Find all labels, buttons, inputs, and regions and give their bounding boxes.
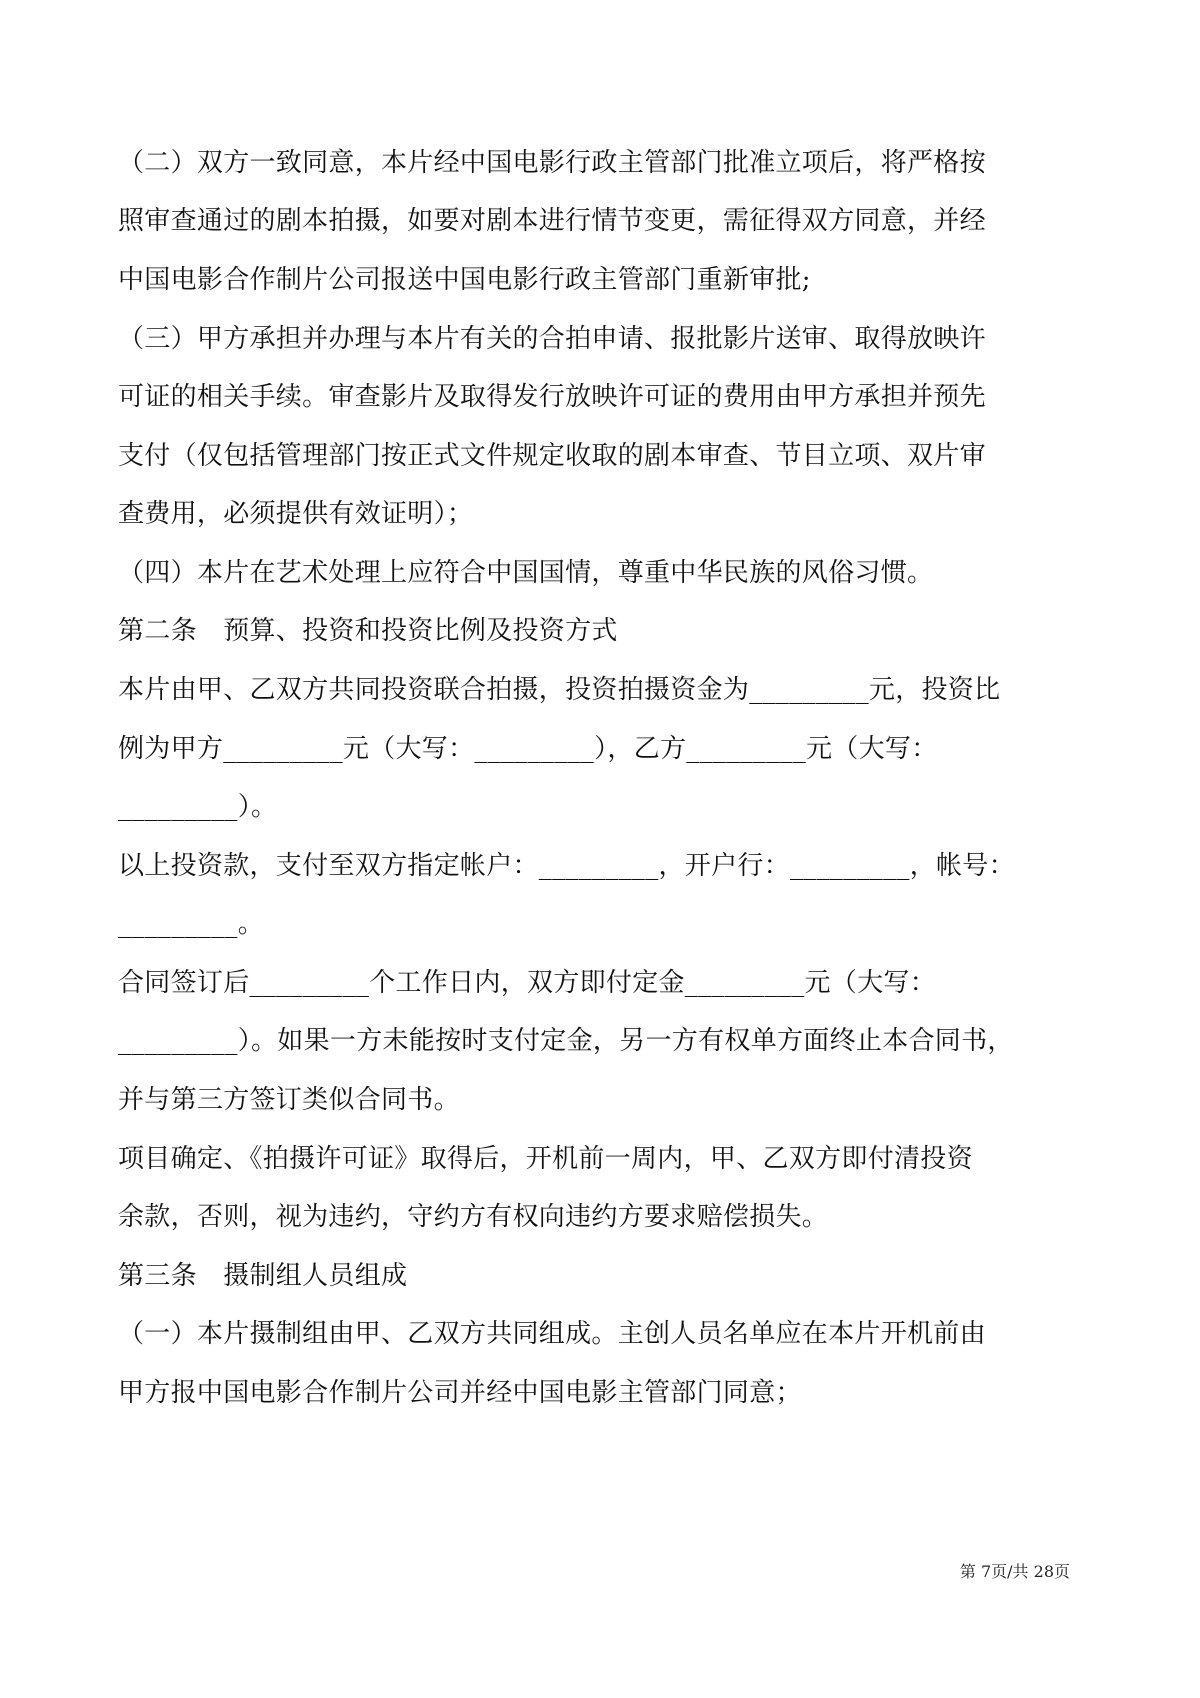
text-line: _________）。如果一方未能按时支付定金，另一方有权单方面终止本合同书， xyxy=(118,1026,1014,1056)
text-line: _________。 xyxy=(118,909,264,939)
text-line: （二）双方一致同意，本片经中国电影行政主管部门批准立项后，将严格按 xyxy=(118,148,986,178)
text-line: 本片由甲、乙双方共同投资联合拍摄，投资拍摄资金为_________元，投资比 xyxy=(118,675,1001,705)
text-line: 合同签订后_________个工作日内，双方即付定金_________元（大写： xyxy=(118,968,937,998)
text-line: 支付（仅包括管理部门按正式文件规定收取的剧本审查、节目立项、双片审 xyxy=(118,441,986,471)
text-line: （四）本片在艺术处理上应符合中国国情，尊重中华民族的风俗习惯。 xyxy=(118,558,934,588)
page-number: 第 7页/共 28页 xyxy=(959,1562,1070,1581)
text-line: _________）。 xyxy=(118,792,278,822)
text-line: 项目确定、《拍摄许可证》取得后，开机前一周内，甲、乙双方即付清投资 xyxy=(118,1144,973,1174)
text-line: 甲方报中国电影合作制片公司并经中国电影主管部门同意； xyxy=(118,1378,802,1408)
text-line: 例为甲方_________元（大写：_________），乙方_________元（大写： xyxy=(118,734,938,764)
text-line: 查费用，必须提供有效证明）； xyxy=(118,499,474,529)
section-heading: 第二条 预算、投资和投资比例及投资方式 xyxy=(118,616,618,646)
text-line: （三）甲方承担并办理与本片有关的合拍申请、报批影片送审、取得放映许 xyxy=(118,324,986,354)
text-line: 余款，否则，视为违约，守约方有权向违约方要求赔偿损失。 xyxy=(118,1202,829,1232)
text-line: （一）本片摄制组由甲、乙双方共同组成。主创人员名单应在本片开机前由 xyxy=(118,1319,986,1349)
text-line: 并与第三方签订类似合同书。 xyxy=(118,1085,460,1115)
text-line: 中国电影合作制片公司报送中国电影行政主管部门重新审批; xyxy=(118,265,811,295)
text-line: 以上投资款，支付至双方指定帐户：_________，开户行：_________，帐号： xyxy=(118,851,1015,881)
text-line: 照审查通过的剧本拍摄，如要对剧本进行情节变更，需征得双方同意，并经 xyxy=(118,206,986,236)
section-heading: 第三条 摄制组人员组成 xyxy=(118,1261,408,1291)
text-line: 可证的相关手续。审查影片及取得发行放映许可证的费用由甲方承担并预先 xyxy=(118,382,986,412)
